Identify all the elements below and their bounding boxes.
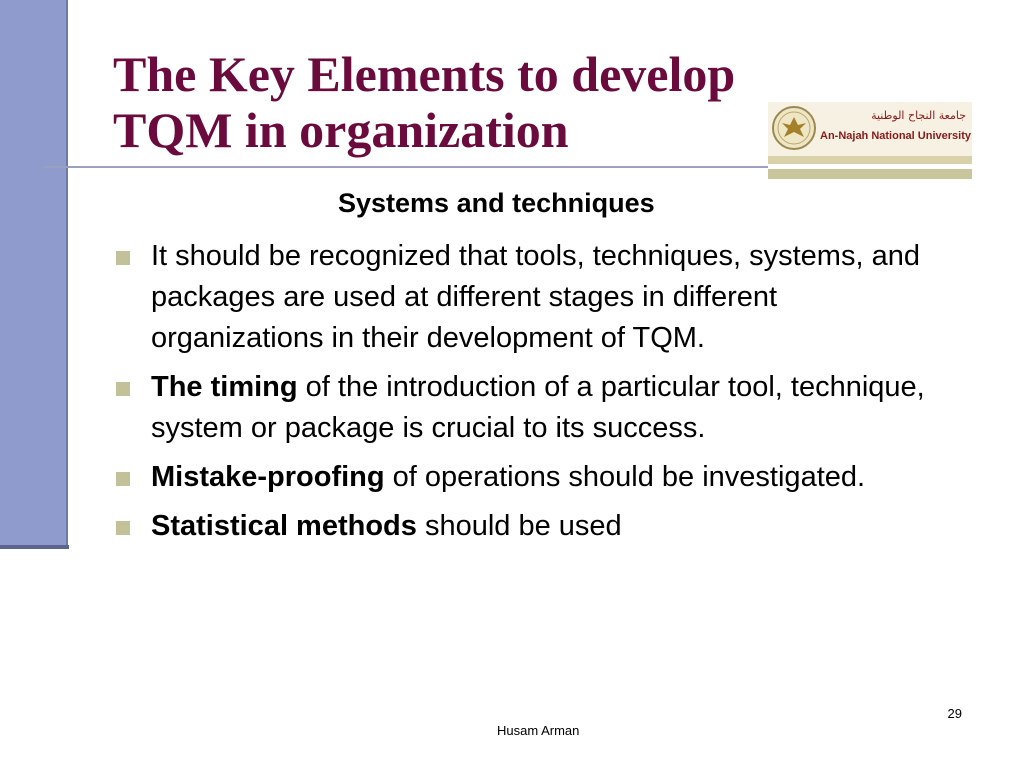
left-accent-bar-shadow [0, 545, 69, 549]
left-accent-bar [0, 0, 68, 547]
slide-title [113, 46, 763, 158]
square-bullet-icon [116, 382, 130, 396]
square-bullet-icon [116, 251, 130, 265]
bullet-list [110, 236, 940, 555]
page-number: 29 [947, 706, 962, 721]
bullet-bold-text: Mistake-proofing [151, 461, 385, 493]
university-logo [768, 102, 972, 180]
logo-background [768, 102, 972, 156]
logo-arabic-name: جامعة النجاح الوطنية [871, 109, 966, 122]
bullet-item [110, 506, 940, 547]
footer-author: Husam Arman [497, 723, 580, 738]
bullet-item [110, 236, 940, 359]
bullet-item [110, 457, 940, 498]
slide-subtitle: Systems and techniques [338, 188, 655, 218]
bullet-text: It should be recognized that tools, techniques, systems, and packages are used at different stages in different organizations in their development of TQM. [151, 240, 920, 354]
logo-stripe [768, 169, 972, 179]
bullet-text: of the introduction of a particular tool, technique, system or package is crucial to its success. [151, 371, 925, 444]
logo-stripe [768, 156, 972, 164]
bullet-bold-text: Statistical methods [151, 510, 417, 542]
slide-title-line-2: TQM in organization [113, 102, 569, 158]
university-seal-icon [771, 105, 817, 151]
bullet-item [110, 367, 940, 449]
square-bullet-icon [116, 472, 130, 486]
slide-title-line-1: The Key Elements to develop [113, 46, 736, 102]
bullet-text: should be used [416, 510, 622, 542]
logo-english-name: An-Najah National University [820, 130, 971, 142]
bullet-bold-text: The timing [151, 371, 298, 403]
square-bullet-icon [116, 521, 130, 535]
bullet-text: of operations should be investigated. [384, 461, 866, 493]
title-divider [44, 166, 770, 168]
